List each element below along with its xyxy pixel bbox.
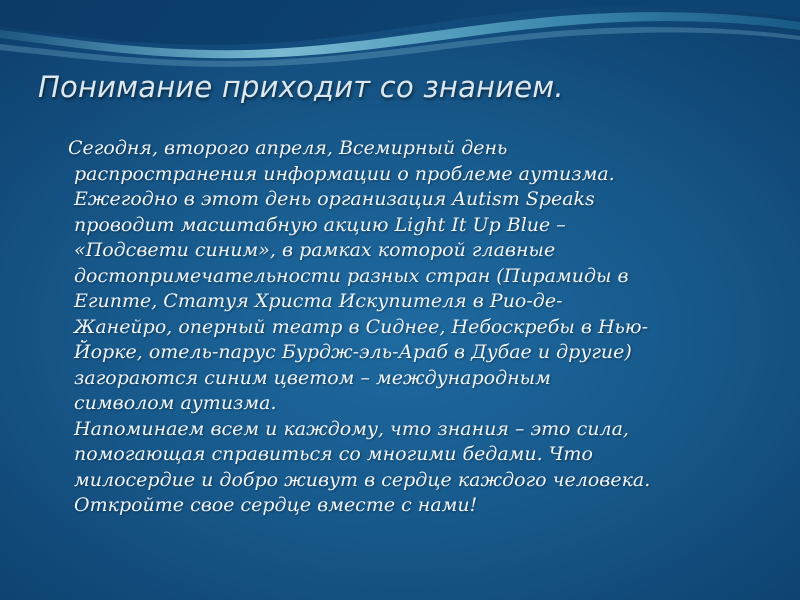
body-line: «Подсвети синим», в рамках которой главные (74, 239, 556, 261)
body-line: Египте, Статуя Христа Искупителя в Рио-де- (74, 290, 563, 312)
decorative-wave (0, 0, 800, 80)
body-line: загораются синим цветом – международным (74, 366, 551, 389)
body-line: проводит масштабную акцию Light It Up Blue – (74, 213, 566, 236)
body-line: распространения информации о проблеме аутизма. (74, 162, 615, 185)
body-line: Сегодня, второго апреля, Всемирный день (68, 137, 508, 159)
body-line: милосердие и добро живут в сердце каждого человека. (74, 468, 651, 491)
body-line: Ежегодно в этот день организация Autism Speaks (74, 188, 595, 210)
slide-title: Понимание приходит со знанием. (38, 70, 564, 104)
body-line: Напоминаем всем и каждому, что знания – это сила, (74, 417, 629, 440)
body-line: Откройте свое сердце вместе с нами! (74, 494, 478, 516)
body-line: помогающая справиться со многими бедами. Что (74, 443, 593, 465)
body-line: Жанейро, оперный театр в Сиднее, Небоскребы в Нью- (74, 315, 649, 338)
slide-body-text (68, 136, 768, 519)
body-line: символом аутизма. (74, 392, 277, 414)
body-line: достопримечательности разных стран (Пирамиды в (74, 264, 629, 287)
body-line: Йорке, отель-парус Бурдж-эль-Араб в Дубае и другие) (74, 341, 632, 363)
